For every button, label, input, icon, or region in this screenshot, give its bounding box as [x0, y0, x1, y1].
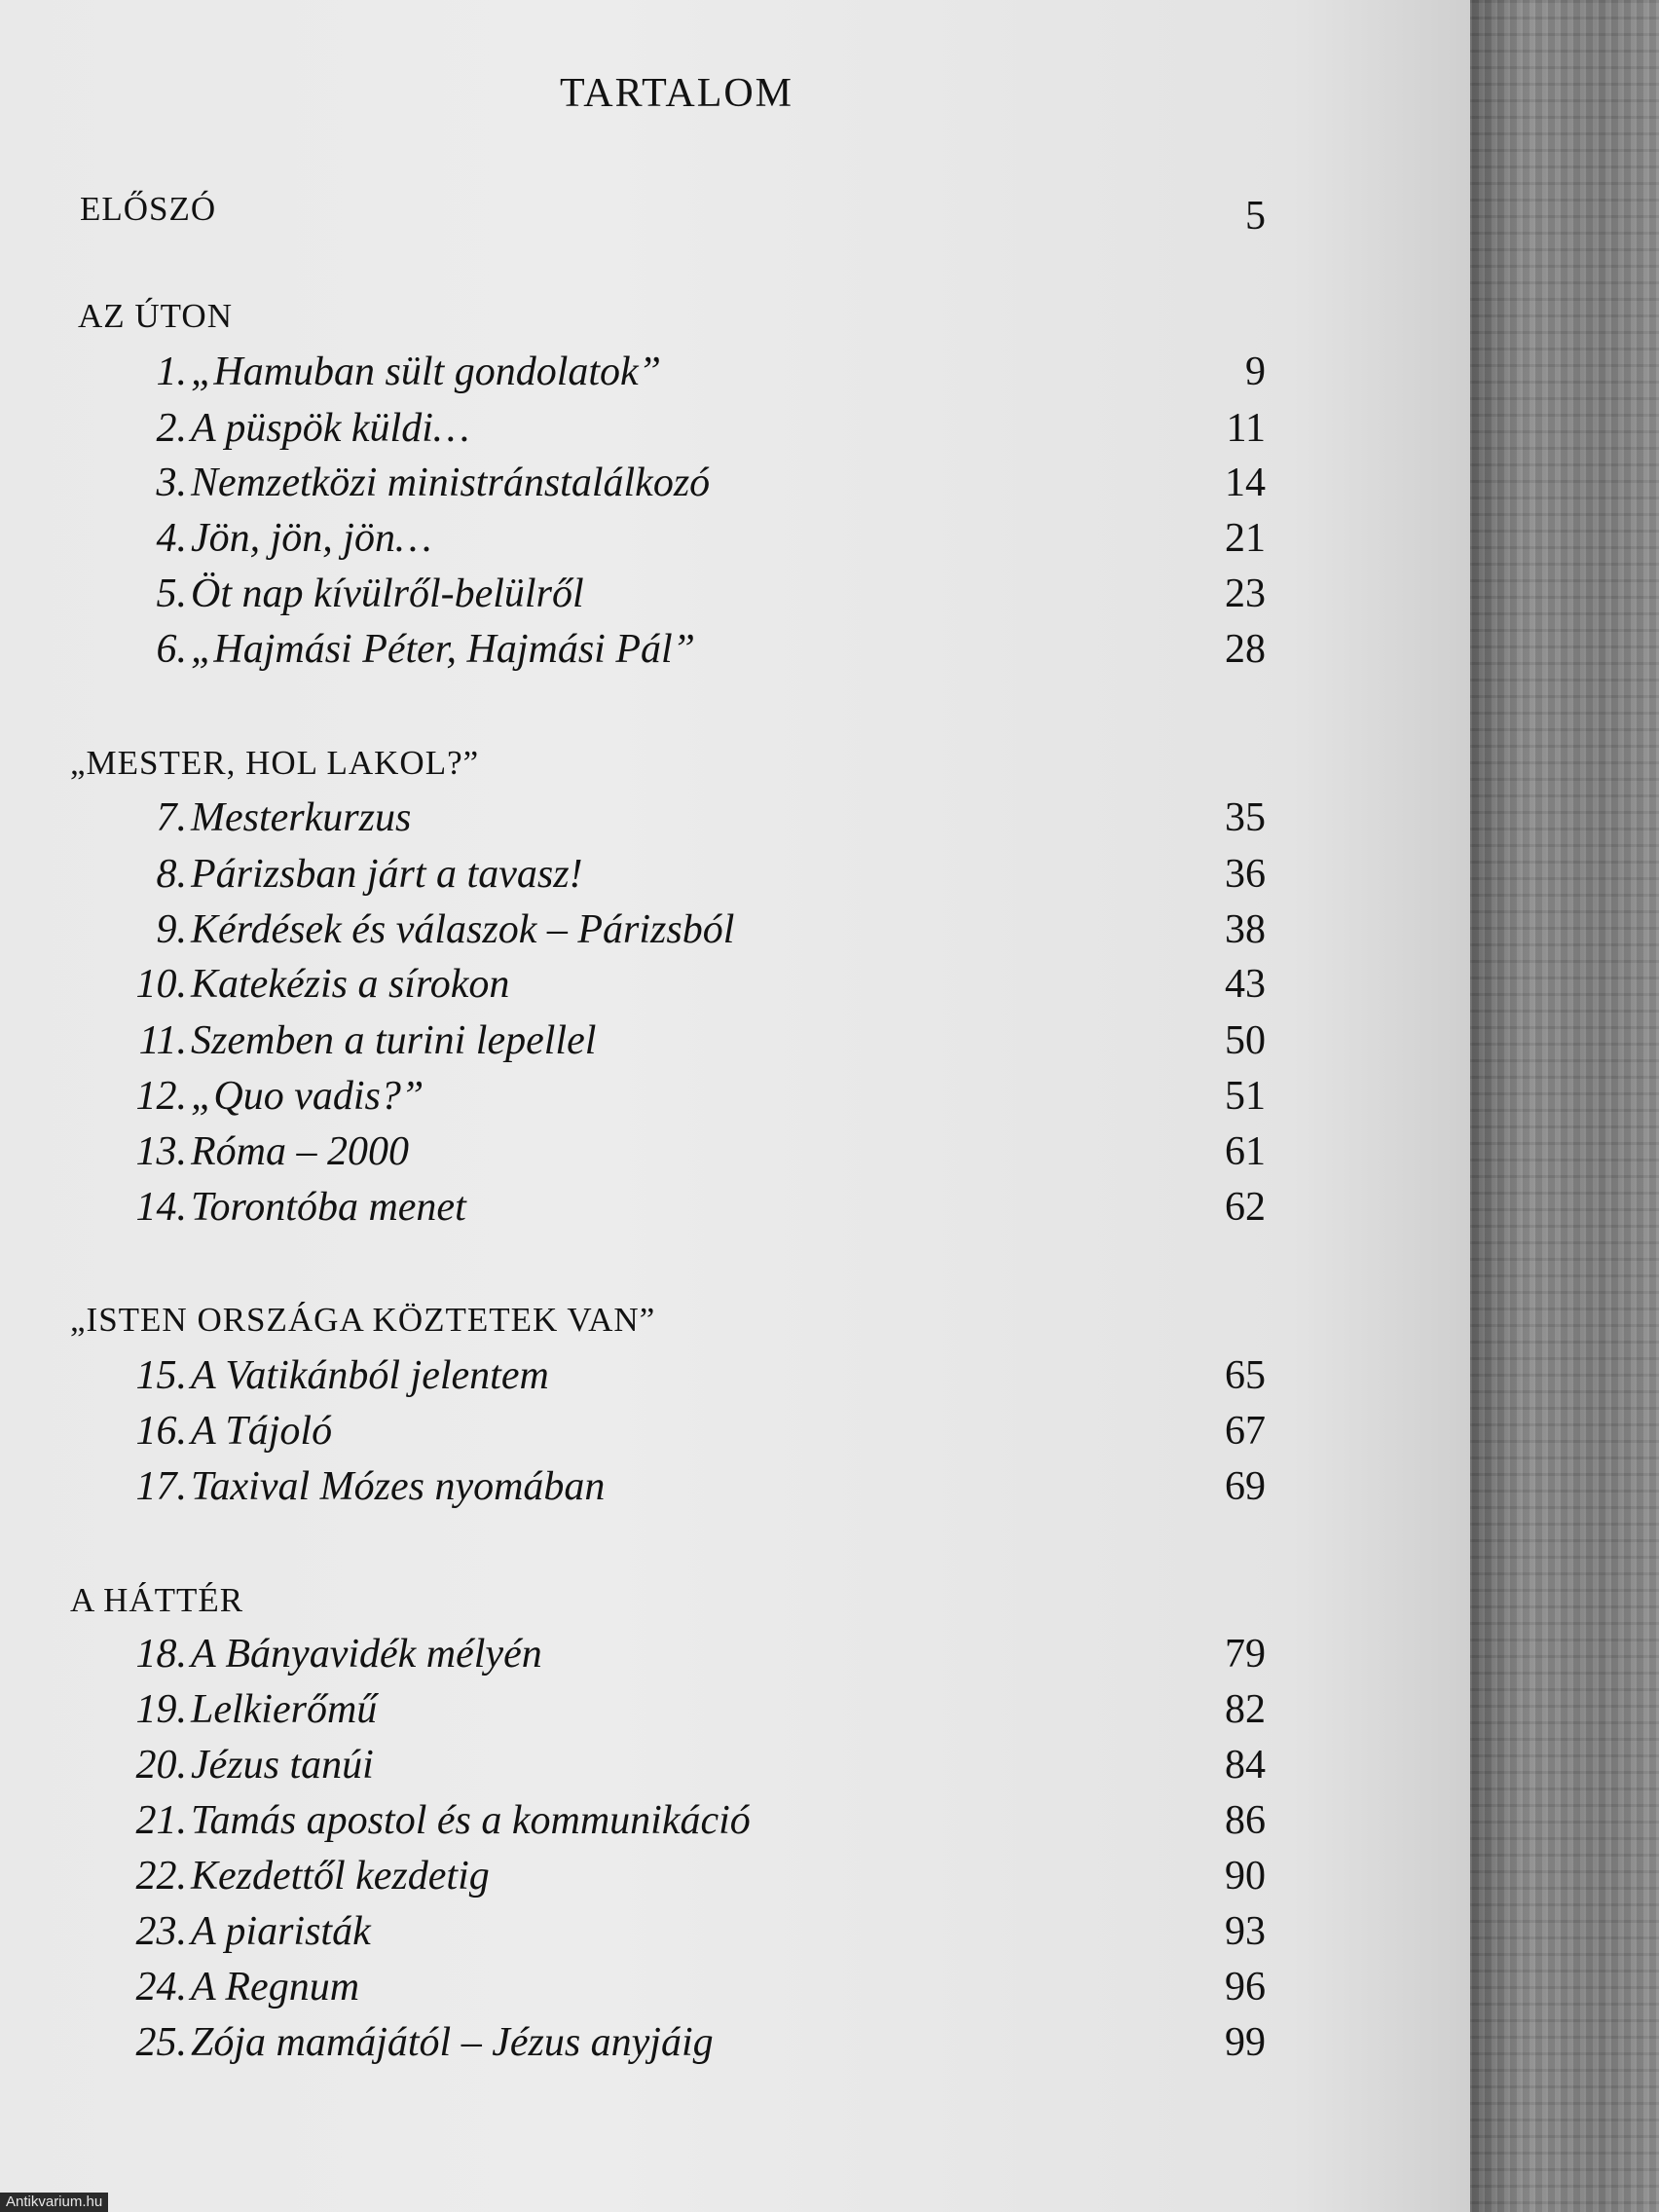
entry-page: 43: [1225, 962, 1266, 1007]
entry-page: 38: [1225, 907, 1266, 952]
entry-number: 7.: [156, 795, 187, 840]
entry-title: Katekézis a sírokon: [191, 962, 510, 1007]
entry-page: 62: [1225, 1185, 1266, 1230]
watermark-label: Antikvarium.hu: [0, 2193, 108, 2212]
toc-entry: [0, 1408, 1266, 1464]
foreword-page: 5: [1245, 194, 1266, 239]
entry-title: „Hamuban sült gondolatok”: [191, 350, 662, 394]
entry-page: 96: [1225, 1965, 1266, 2009]
entry-title: Jön, jön, jön…: [191, 516, 432, 561]
toc-entry: [0, 1797, 1266, 1854]
entry-page: 28: [1225, 627, 1266, 672]
entry-title: „Quo vadis?”: [191, 1074, 424, 1119]
entry-title: Kezdettől kezdetig: [191, 1854, 490, 1899]
entry-title: Tamás apostol és a kommunikáció: [191, 1798, 751, 1843]
entry-number: 15.: [135, 1353, 187, 1398]
foreword-label: ELŐSZÓ: [80, 190, 217, 228]
entry-title: Öt nap kívülről-belülről: [191, 571, 584, 616]
entry-page: 86: [1225, 1798, 1266, 1843]
entry-page: 23: [1225, 571, 1266, 616]
entry-page: 36: [1225, 852, 1266, 897]
entry-page: 9: [1245, 350, 1266, 394]
toc-entry: [0, 1964, 1266, 2020]
entry-page: 99: [1225, 2020, 1266, 2065]
entry-number: 6.: [156, 627, 187, 672]
toc-entry: [0, 626, 1266, 682]
entry-page: 82: [1225, 1687, 1266, 1732]
section-heading: „ISTEN ORSZÁGA KÖZTETEK VAN”: [70, 1301, 656, 1339]
toc-entry: [0, 1073, 1266, 1129]
entry-title: A Tájoló: [191, 1409, 333, 1454]
entry-number: 8.: [156, 852, 187, 897]
entry-page: 90: [1225, 1854, 1266, 1899]
entry-title: A püspök küldi…: [191, 406, 470, 451]
section-heading: „MESTER, HOL LAKOL?”: [70, 744, 480, 782]
section-heading: A HÁTTÉR: [70, 1581, 244, 1619]
entry-number: 20.: [135, 1743, 187, 1788]
entry-number: 9.: [156, 907, 187, 952]
entry-number: 11.: [138, 1018, 187, 1063]
entry-number: 3.: [156, 461, 187, 505]
toc-entry: [0, 1908, 1266, 1965]
toc-entry: [0, 405, 1266, 461]
entry-number: 16.: [135, 1409, 187, 1454]
entry-title: Róma – 2000: [191, 1129, 409, 1174]
entry-title: Mesterkurzus: [191, 795, 412, 840]
toc-entry: [0, 1853, 1266, 1909]
entry-number: 17.: [135, 1464, 187, 1509]
entry-title: Zója mamájától – Jézus anyjáig: [191, 2020, 714, 2065]
entry-page: 69: [1225, 1464, 1266, 1509]
entry-title: A Bányavidék mélyén: [191, 1632, 542, 1677]
entry-page: 65: [1225, 1353, 1266, 1398]
toc-entry: [0, 515, 1266, 571]
entry-page: 79: [1225, 1632, 1266, 1677]
entry-number: 10.: [135, 962, 187, 1007]
entry-number: 23.: [135, 1909, 187, 1954]
entry-page: 67: [1225, 1409, 1266, 1454]
book-edge-background: [1470, 0, 1659, 2212]
entry-number: 22.: [135, 1854, 187, 1899]
entry-page: 61: [1225, 1129, 1266, 1174]
entry-title: A piaristák: [191, 1909, 371, 1954]
toc-entry: [0, 1686, 1266, 1743]
entry-page: 35: [1225, 795, 1266, 840]
section-heading: AZ ÚTON: [78, 297, 233, 335]
toc-entry: [0, 1742, 1266, 1798]
toc-entry: [0, 460, 1266, 516]
entry-title: Szemben a turini lepellel: [191, 1018, 597, 1063]
toc-entry: [0, 1631, 1266, 1687]
entry-number: 12.: [135, 1074, 187, 1119]
page-title: TARTALOM: [559, 71, 794, 116]
entry-page: 14: [1225, 461, 1266, 505]
toc-entry: [0, 349, 1266, 405]
entry-title: „Hajmási Péter, Hajmási Pál”: [191, 627, 696, 672]
toc-entry: [0, 851, 1266, 907]
entry-page: 51: [1225, 1074, 1266, 1119]
toc-entry: [0, 794, 1266, 851]
entry-title: Nemzetközi ministránstalálkozó: [191, 461, 711, 505]
entry-number: 2.: [156, 406, 187, 451]
entry-title: Kérdések és válaszok – Párizsból: [191, 907, 735, 952]
entry-number: 1.: [156, 350, 187, 394]
entry-number: 4.: [156, 516, 187, 561]
entry-number: 13.: [135, 1129, 187, 1174]
toc-entry: [0, 1184, 1266, 1240]
entry-page: 84: [1225, 1743, 1266, 1788]
entry-title: Taxival Mózes nyomában: [191, 1464, 606, 1509]
entry-page: 93: [1225, 1909, 1266, 1954]
toc-entry: [0, 1017, 1266, 1074]
toc-entry: [0, 1352, 1266, 1409]
toc-entry: [0, 1128, 1266, 1185]
toc-entry: [0, 906, 1266, 963]
entry-title: Jézus tanúi: [191, 1743, 374, 1788]
toc-entry: [0, 961, 1266, 1017]
entry-number: 5.: [156, 571, 187, 616]
entry-title: Párizsban járt a tavasz!: [191, 852, 583, 897]
entry-title: Torontóba menet: [191, 1185, 466, 1230]
entry-number: 18.: [135, 1632, 187, 1677]
toc-entry: [0, 571, 1266, 627]
entry-number: 25.: [135, 2020, 187, 2065]
entry-title: Lelkierőmű: [191, 1687, 378, 1732]
entry-title: A Regnum: [191, 1965, 360, 2009]
toc-entry: [0, 2019, 1266, 2076]
entry-page: 21: [1225, 516, 1266, 561]
entry-number: 21.: [135, 1798, 187, 1843]
entry-page: 50: [1225, 1018, 1266, 1063]
entry-title: A Vatikánból jelentem: [191, 1353, 549, 1398]
entry-number: 19.: [135, 1687, 187, 1732]
entry-number: 24.: [135, 1965, 187, 2009]
toc-entry: [0, 1463, 1266, 1520]
entry-page: 11: [1226, 406, 1266, 451]
entry-number: 14.: [135, 1185, 187, 1230]
